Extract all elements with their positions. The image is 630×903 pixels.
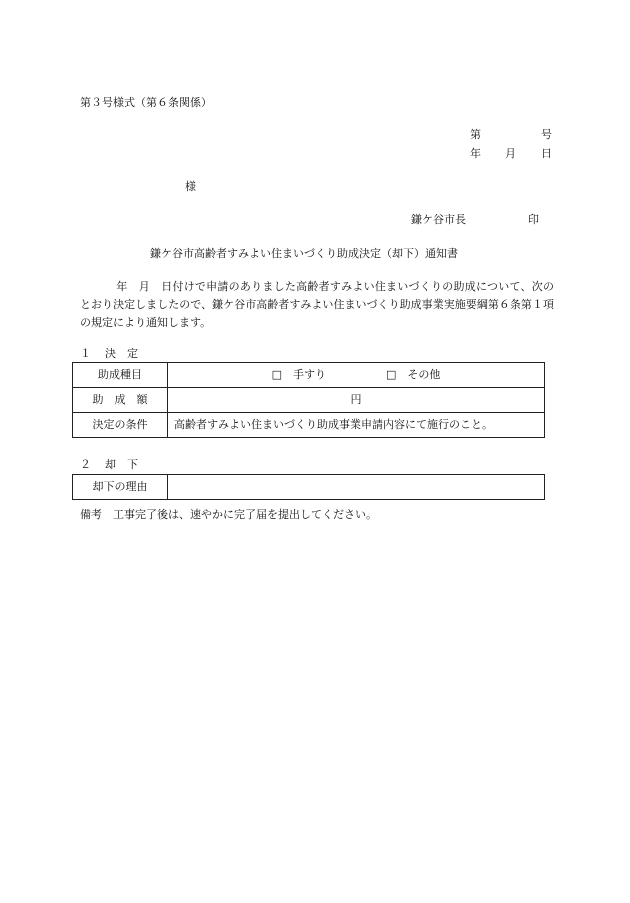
row-label: 却下の理由 [73,475,168,500]
decision-condition-cell: 高齢者すみよい住まいづくり助成事業申請内容にて施行のこと。 [168,413,545,438]
document-title: 鎌ケ谷市高齢者すみよい住まいづくり助成決定（却下）通知書 [150,247,458,260]
seal-mark: 印 [528,213,539,226]
table-row [73,475,545,500]
date-year-label: 年 [470,147,481,160]
section-decision-heading [80,347,138,361]
subsidy-amount-cell: 円 [168,388,545,413]
table-row [73,413,545,438]
table-row [73,388,545,413]
table-row [73,363,545,388]
rejection-table [72,474,545,500]
section-number: １ [80,347,91,360]
date-day-label: 日 [541,147,552,160]
rejection-reason-cell [168,475,545,500]
row-label: 助 成 額 [73,388,168,413]
row-label: 決定の条件 [73,413,168,438]
section-number: ２ [80,458,91,471]
notice-paragraph [80,278,554,332]
option-handrail[interactable]: □ 手すり [271,368,326,381]
remarks-note: 備考 工事完了後は、速やかに完了届を提出してください。 [80,508,377,521]
section-title: 却 下 [105,458,138,471]
subsidy-type-options [168,363,545,388]
addressee-honorific: 様 [185,180,196,193]
section-title: 決 定 [105,347,138,360]
row-label: 助成種目 [73,363,168,388]
form-number: 第３号様式（第６条関係） [80,96,212,109]
option-other[interactable]: □ その他 [386,368,441,381]
section-rejection-heading [80,458,138,472]
document-number-suffix: 号 [541,128,552,141]
date-month-label: 月 [505,147,516,160]
notice-paragraph-text: 年 月 日付けで申請のありました高齢者すみよい住まいづくりの助成について、次のとおり決定しましたので、鎌ケ谷市高齢者すみよい住まいづくり助成事業実施要綱第６条第１項の規定により通知します。 [80,280,554,329]
document-number-prefix: 第 [470,128,481,141]
decision-table [72,362,545,438]
issuer-name: 鎌ケ谷市長 [411,213,466,226]
